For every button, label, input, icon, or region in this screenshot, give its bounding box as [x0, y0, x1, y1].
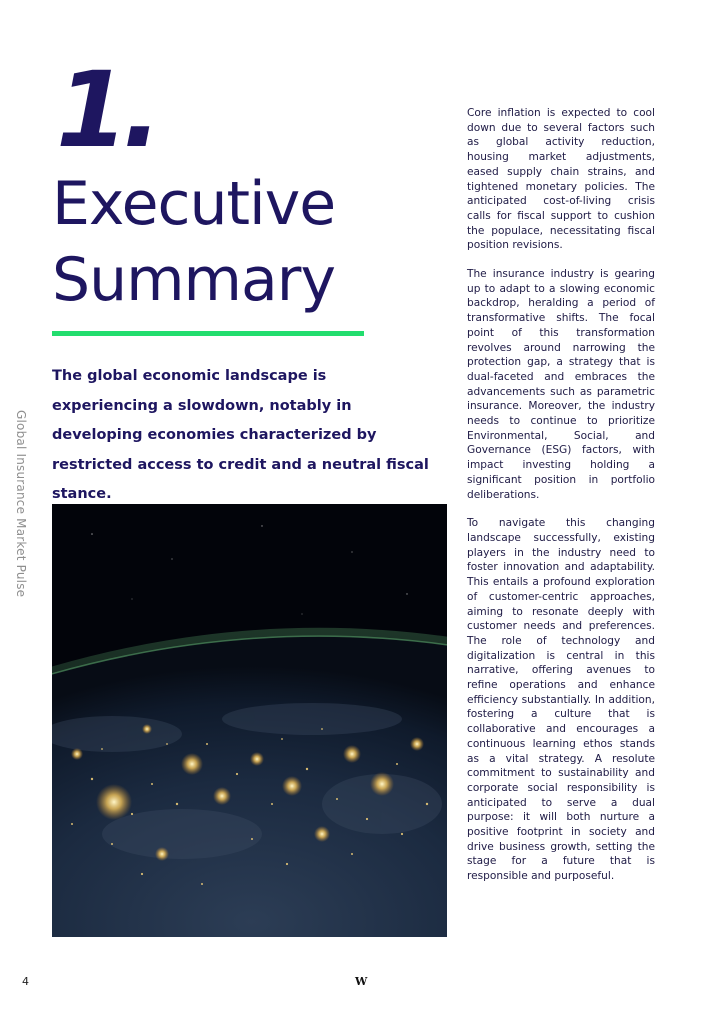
accent-divider: [52, 331, 364, 336]
page-number: 4: [22, 975, 29, 988]
body-paragraph-2: The insurance industry is gearing up to adapt to a slowing economic backdrop, heralding a period of transformative shifts. The focal point of this transformation revolves around narrowing the protection gap, a strategy that is dual-faceted and embraces the advancements such as parametric insurance. Moreover, the industry needs to continue to prioritize Environmental, Social, and Governance (ESG) factors, with impact investing holding a significant position in portfolio deliberations.: [467, 268, 655, 501]
footer-logo: W: [355, 975, 367, 988]
side-running-title: Global Insurance Market Pulse: [14, 410, 28, 598]
lead-paragraph: The global economic landscape is experiencing a slowdown, notably in developing economies characterized by restricted access to credit and a neutral fiscal stance.: [52, 368, 429, 502]
earth-night-illustration: [52, 504, 447, 937]
earth-night-image: [52, 504, 447, 937]
body-column: [467, 106, 655, 898]
page-title: [52, 166, 382, 318]
body-paragraph-3: To navigate this changing landscape successfully, existing players in the industry need to foster innovation and adaptability. This entails a profound exploration of customer-centric approaches, aiming to resonate deeply with customer needs and preferences. The role of technology and digitalization is central in this narrative, offering avenues to refine operations and enhance efficiency substantially. In addition, fostering a culture that is collaborative and encourages a continuous learning ethos stands as a vital strategy. A resolute commitment to sustainability and corporate social responsibility is anticipated to serve a dual purpose: it will both nurture a positive footprint in society and drive business growth, setting the stage for a future that is responsible and purposeful.: [467, 517, 655, 883]
section-number: 1.: [56, 49, 156, 171]
body-paragraph-1: Core inflation is expected to cool down due to several factors such as global activity reduction, housing market adjustments, eased supply chain strains, and tightened monetary policies. The anticipated cost-of-living crisis calls for fiscal support to cushion the populace, necessitating fiscal position revisions.: [467, 107, 655, 252]
page-title-line-2: Summary: [52, 245, 335, 315]
page-title-line-1: Executive: [52, 169, 336, 239]
